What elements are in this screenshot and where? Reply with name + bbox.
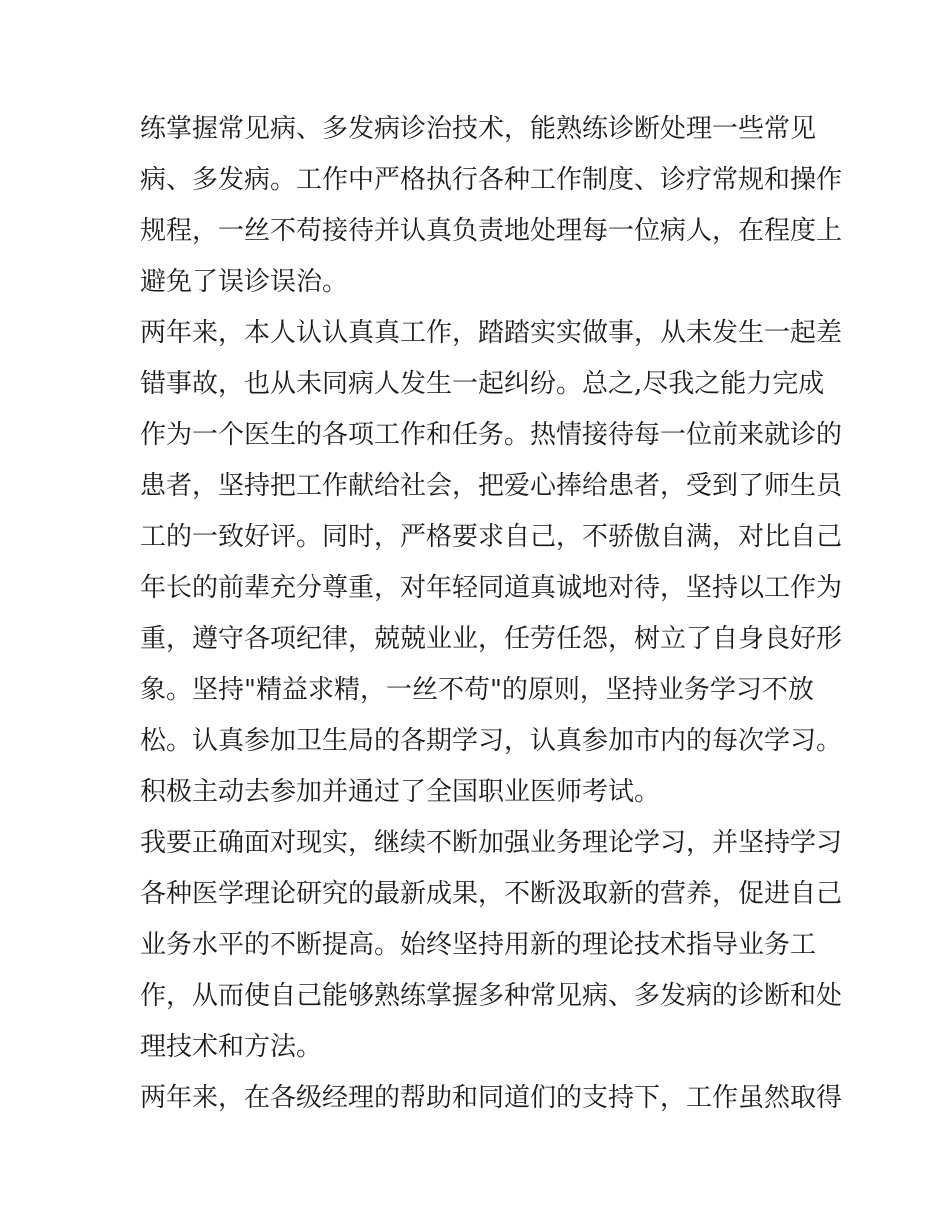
text-line: 避免了误诊误治。 — [140, 267, 349, 297]
text-line: 练掌握常见病、多发病诊治技术，能熟练诊断处理一些常见 — [140, 114, 817, 144]
text-line: 患者，坚持把工作献给社会，把爱心捧给患者，受到了师生员 — [140, 471, 843, 501]
text-line: 作，从而使自己能够熟练掌握多种常见病、多发病的诊断和处 — [140, 981, 843, 1011]
text-line: 两年来，在各级经理的帮助和同道们的支持下，工作虽然取得 — [140, 1083, 843, 1113]
text-line: 积极主动去参加并通过了全国职业医师考试。 — [140, 777, 661, 807]
text-line: 理技术和方法。 — [140, 1032, 323, 1062]
text-line: 我要正确面对现实，继续不断加强业务理论学习，并坚持学习 — [140, 828, 843, 858]
text-line: 规程，一丝不苟接待并认真负责地处理每一位病人，在程度上 — [140, 216, 843, 246]
text-line: 年长的前辈充分尊重，对年轻同道真诚地对待，坚持以工作为 — [140, 573, 843, 603]
text-line: 工的一致好评。同时，严格要求自己，不骄傲自满，对比自己 — [140, 522, 843, 552]
text-line: 重，遵守各项纪律，兢兢业业，任劳任怨，树立了自身良好形 — [140, 624, 843, 654]
text-line: 各种医学理论研究的最新成果，不断汲取新的营养，促进自己 — [140, 879, 843, 909]
text-line: 错事故，也从未同病人发生一起纠纷。总之,尽我之能力完成 — [140, 369, 825, 399]
text-line: 作为一个医生的各项工作和任务。热情接待每一位前来就诊的 — [140, 420, 843, 450]
document-body — [140, 104, 843, 1124]
text-line: 业务水平的不断提高。始终坚持用新的理论技术指导业务工 — [140, 930, 817, 960]
text-line: 病、多发病。工作中严格执行各种工作制度、诊疗常规和操作 — [140, 165, 843, 195]
text-line: 象。坚持"精益求精，一丝不苟"的原则，坚持业务学习不放 — [140, 675, 814, 705]
text-line: 松。认真参加卫生局的各期学习，认真参加市内的每次学习。 — [140, 726, 843, 756]
text-line: 两年来，本人认认真真工作，踏踏实实做事，从未发生一起差 — [140, 318, 843, 348]
